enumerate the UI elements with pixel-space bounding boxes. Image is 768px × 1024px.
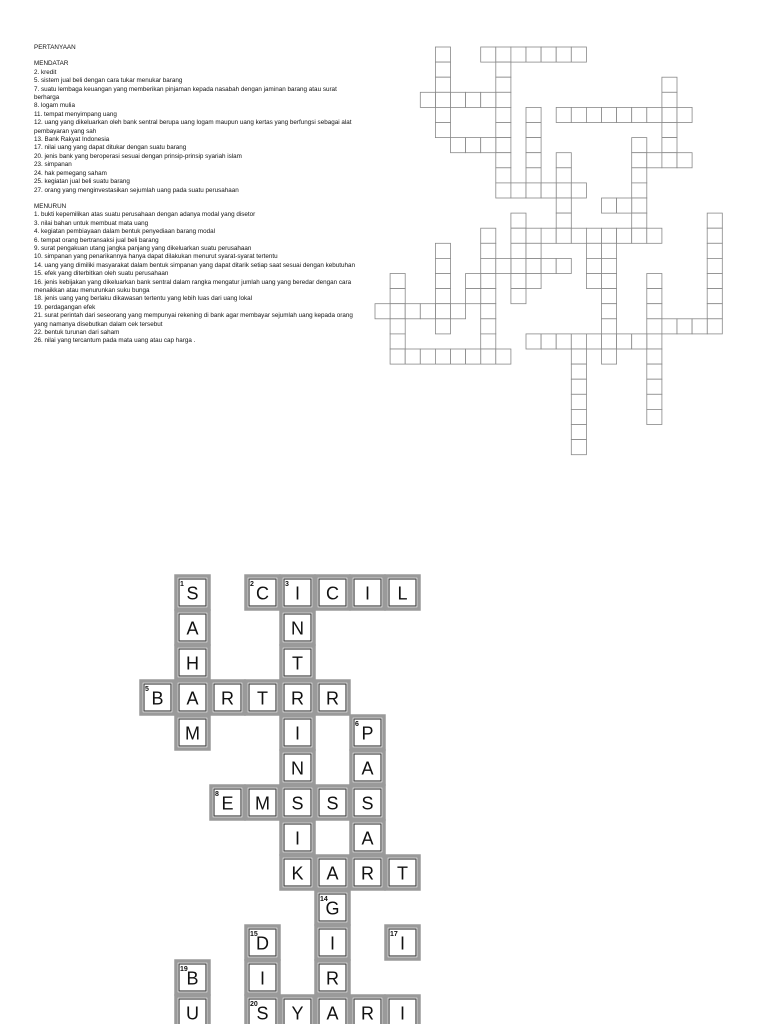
answer-letter: S [186,583,199,604]
answer-letter: R [326,688,339,709]
across-clue: 12. uang yang dikeluarkan oleh bank sentral berupa uang logam maupun uang kertas yang berfungsi sebagai alat pembayaran yang sah [34,119,352,135]
answer-letter: I [364,583,371,604]
answer-letter: T [292,653,303,674]
answer-cell-number: 17 [390,931,398,938]
down-clue: 21. surat perintah dari seseorang yang mempunyai rekening di bank agar membayar sejumlah uang kepada orang yang namanya disebutkan dalam cek tersebut [34,312,353,328]
answer-letter: L [397,583,408,604]
across-clue: 25. kegiatan jual beli suatu barang [34,178,130,186]
answer-cell-number: 1 [180,581,184,588]
across-clue: 7. suatu lembaga keuangan yang memberikan pinjaman kepada nasabah dengan jaminan barang atau surat berharga [34,85,337,102]
across-clue: 24. hak pemegang saham [34,169,107,177]
down-clue: 14. uang yang dimiliki masyarakat dalam bentuk simpanan yang dapat ditarik setiap saat sesuai dengan kebutuhan [34,261,355,269]
answer-letter: I [329,933,336,954]
across-clue: 20. jenis bank yang beroperasi sesuai dengan prinsip-prinsip syariah islam [34,152,242,160]
answer-letter: A [361,758,374,779]
answer-letter: M [185,723,200,744]
across-clue: 27. orang yang menginvestasikan sejumlah uang pada suatu perusahaan [34,186,239,194]
down-clue: 10. simpanan yang penarikannya hanya dapat dilakukan menurut syarat-syarat tertentu [34,253,278,261]
answer-letter: P [361,723,374,744]
answer-letter: A [186,688,199,709]
answer-letter: S [256,1003,269,1024]
across-clue: 17. nilai uang yang dapat ditukar dengan suatu barang [34,144,187,152]
down-clue: 1. bukti kepemilikan atas suatu perusahaan dengan adanya modal yang disetor [34,211,256,219]
answer-letter: R [326,968,339,989]
across-clue: 8. logam mulia [34,102,75,110]
answer-letter: A [326,863,339,884]
answer-letter: I [294,583,301,604]
across-clue: 11. tempat menyimpang uang [34,110,117,118]
down-clue: 3. nilai bahan untuk membuat mata uang [34,219,149,227]
across-title: MENDATAR [34,60,69,68]
answer-letter: A [361,828,374,849]
answer-letter: D [256,933,269,954]
answer-letter: T [257,688,268,709]
answer-letter: I [399,933,406,954]
answer-letter: Y [291,1003,304,1024]
clues-title: PERTANYAAN [34,44,76,51]
answer-letter: R [291,688,304,709]
answer-letter: R [221,688,234,709]
answer-letter: R [361,1003,374,1024]
answer-letter: K [291,863,304,884]
answer-cell-number: 19 [180,966,188,973]
answer-cell-number: 15 [250,931,258,938]
answer-letter: N [291,758,304,779]
down-clue: 26. nilai yang tercantum pada mata uang atau cap harga . [34,337,196,345]
down-clue: 22. bentuk turunan dari saham [34,329,120,336]
answer-letter: S [361,793,374,814]
answer-letter: R [361,863,374,884]
answer-cell-number: 14 [320,896,328,903]
answer-cell-number: 2 [250,581,254,588]
answer-letter: A [326,1003,339,1024]
down-clue: 16. jenis kebijakan yang dikeluarkan bank sentral dalam rangka mengatur jumlah uang yang beredar dengan cara menaikkan atau menurunkan suku bunga [34,278,352,294]
across-clue: 2. kredit [34,68,57,76]
answer-letter: N [291,618,304,639]
answer-letter: B [151,688,164,709]
down-clue: 15. efek yang diterbitkan oleh suatu perusahaan [34,270,169,278]
answer-letter: G [325,898,340,919]
answer-letter: C [326,583,339,604]
answer-letter: S [326,793,339,814]
answer-letter: A [186,618,199,639]
answer-letter: S [291,793,304,814]
down-clue: 9. surat pengakuan utang jangka panjang yang dikeluarkan suatu perusahaan [34,244,252,252]
answer-cell-number: 8 [215,791,219,798]
across-clue: 13. Bank Rakyat Indonesia [34,136,110,144]
answer-letter: I [259,968,266,989]
answer-cell-number: 20 [250,1001,258,1008]
down-clue: 18. jenis uang yang berlaku dikawasan tertentu yang lebih luas dari uang lokal [34,295,253,303]
answer-letter: T [397,863,408,884]
answer-letter: I [294,828,301,849]
answer-letter: C [256,583,269,604]
down-clue: 19. perdagangan efek [34,303,96,311]
answer-letter: H [186,653,199,674]
down-clue: 6. tempat orang bertransaksi jual beli barang [34,236,159,244]
down-title: MENURUN [34,202,67,210]
across-clue: 23. simpanan [34,161,72,169]
answer-letter: M [255,793,270,814]
down-clue: 4. kegiatan pembiayaan dalam bentuk penyediaan barang modal [34,228,215,236]
answer-letter: U [186,1003,199,1024]
answer-letter: I [294,723,301,744]
answer-letter: I [399,1003,406,1024]
answer-cell-number: 5 [145,686,149,693]
answer-cell-number: 6 [355,721,359,728]
answer-letter: E [221,793,234,814]
answer-cell-number: 3 [285,581,289,588]
across-clue: 5. sistem jual beli dengan cara tukar menukar barang [34,77,183,85]
answer-letter: B [186,968,199,989]
